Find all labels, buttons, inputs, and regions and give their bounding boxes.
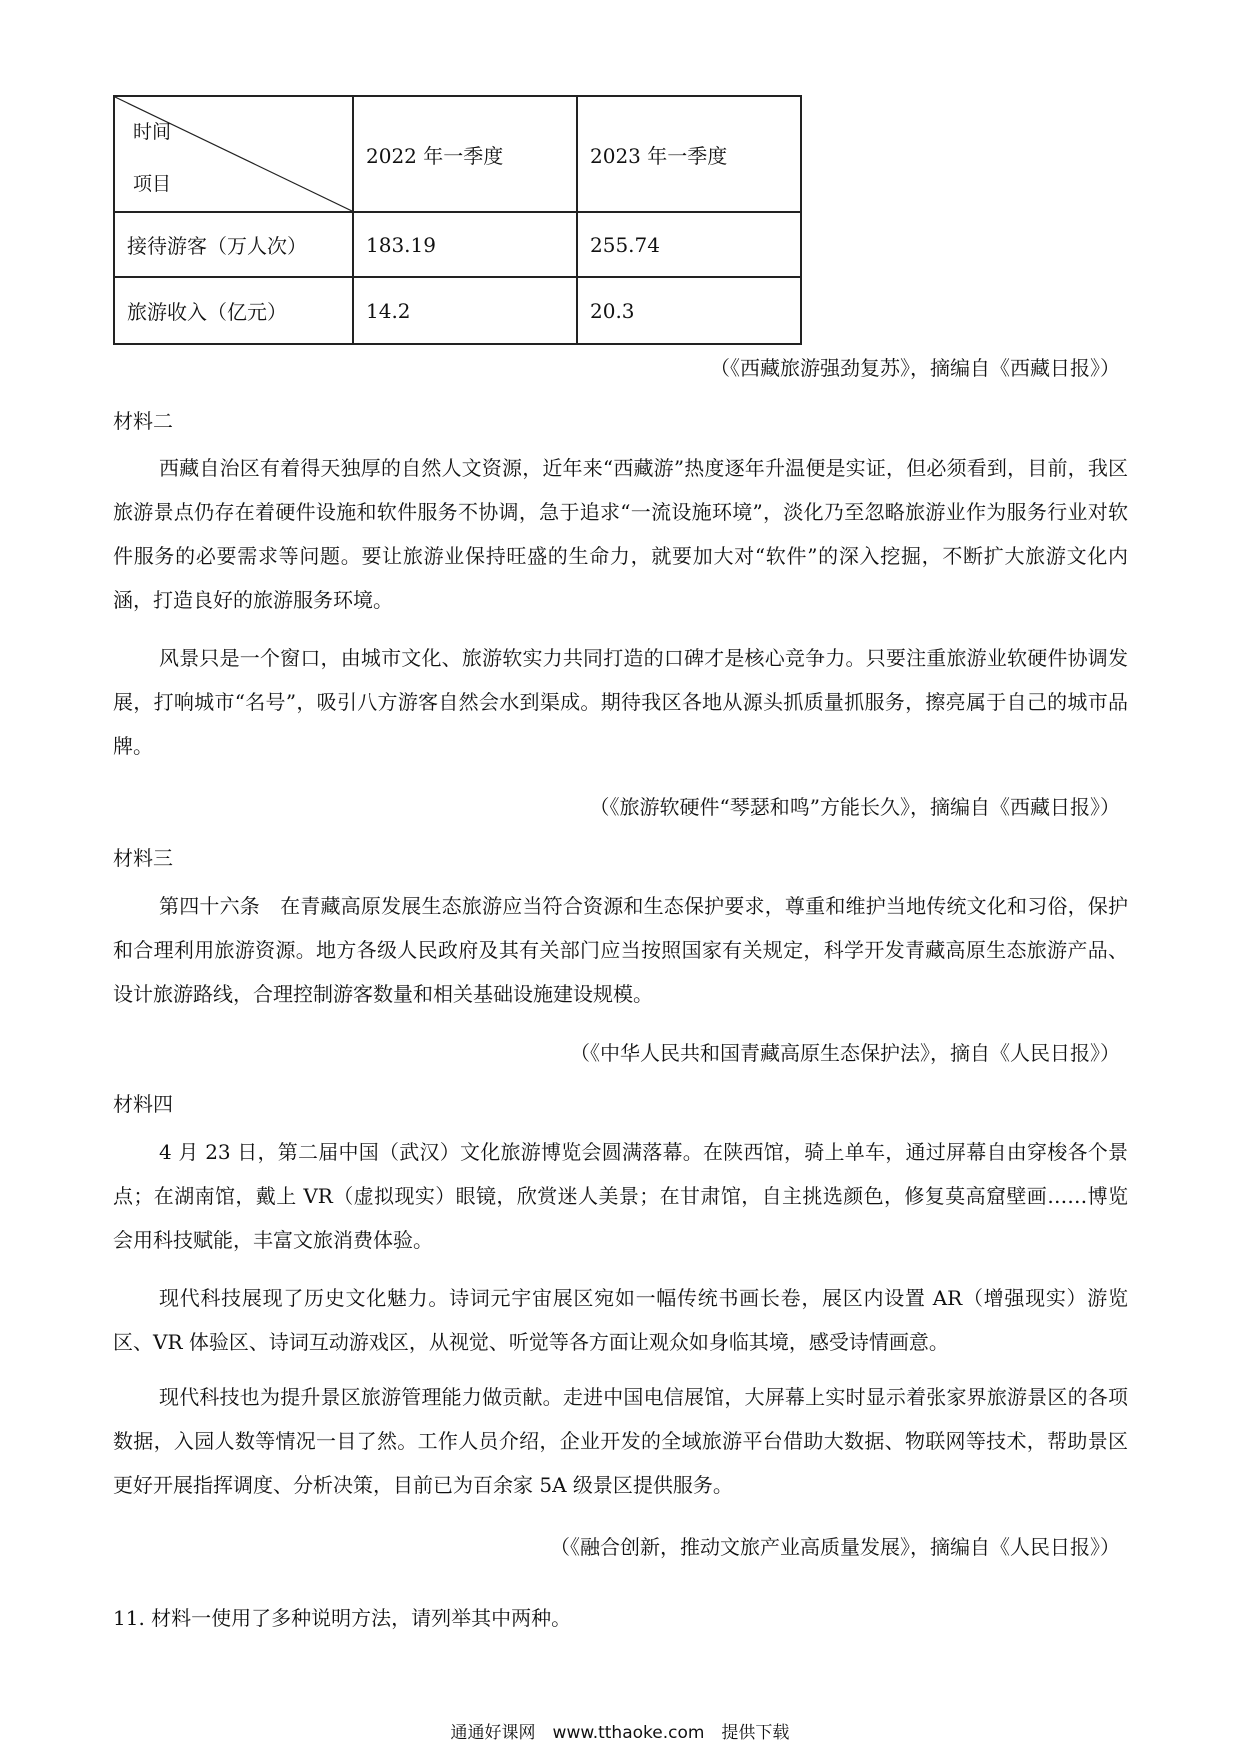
- table-header-row: [114, 96, 801, 212]
- source-citation-4: （《融合创新，推动文旅产业高质量发展》，摘编自《人民日报》）: [550, 1535, 1120, 1559]
- row-value-2023: 255.74: [577, 212, 801, 277]
- material-4-heading: 材料四: [113, 1092, 173, 1116]
- question-11: 11. 材料一使用了多种说明方法，请列举其中两种。: [113, 1606, 572, 1630]
- source-citation-3: （《中华人民共和国青藏高原生态保护法》，摘自《人民日报》）: [570, 1041, 1120, 1065]
- diagonal-header-cell: [114, 96, 353, 212]
- header-col-2022: 2022 年一季度: [353, 96, 577, 212]
- row-label: 旅游收入（亿元）: [114, 277, 353, 344]
- material-4-paragraph-1: 4 月 23 日，第二届中国（武汉）文化旅游博览会圆满落幕。在陕西馆，骑上单车，通过屏幕自由穿梭各个景点；在湖南馆，戴上 VR（虚拟现实）眼镜，欣赏迷人美景；在甘肃馆，自主挑选颜色，修复莫高窟壁画……博览会用科技赋能，丰富文旅消费体验。: [113, 1140, 1128, 1252]
- material-4-paragraph-3: 现代科技也为提升景区旅游管理能力做贡献。走进中国电信展馆，大屏幕上实时显示着张家界旅游景区的各项数据，入园人数等情况一目了然。工作人员介绍，企业开发的全域旅游平台借助大数据、物联网等技术，帮助景区更好开展指挥调度、分析决策，目前已为百余家 5A 级景区提供服务。: [113, 1385, 1128, 1497]
- source-citation-1: （《西藏旅游强劲复苏》，摘编自《西藏日报》）: [710, 356, 1120, 380]
- tourism-data-table: [113, 95, 802, 345]
- header-item-label: 项目: [133, 173, 172, 195]
- material-3-heading: 材料三: [113, 846, 173, 870]
- material-2-heading: 材料二: [113, 409, 173, 433]
- header-col-2023: 2023 年一季度: [577, 96, 801, 212]
- table-row: [114, 212, 801, 277]
- material-2-paragraph-1: 西藏自治区有着得天独厚的自然人文资源，近年来“西藏游”热度逐年升温便是实证，但必须看到，目前，我区旅游景点仍存在着硬件设施和软件服务不协调，急于追求“一流设施环境”，淡化乃至忽略旅游业作为服务行业对软件服务的必要需求等问题。要让旅游业保持旺盛的生命力，就要加大对“软件”的深入挖掘，不断扩大旅游文化内涵，打造良好的旅游服务环境。: [113, 456, 1128, 612]
- row-value-2022: 14.2: [353, 277, 577, 344]
- material-4-paragraph-2: 现代科技展现了历史文化魅力。诗词元宇宙展区宛如一幅传统书画长卷，展区内设置 AR（增强现实）游览区、VR 体验区、诗词互动游戏区，从视觉、听觉等各方面让观众如身临其境，感受诗情画意。: [113, 1286, 1128, 1354]
- header-time-label: 时间: [133, 121, 172, 143]
- table-row: [114, 277, 801, 344]
- source-citation-2: （《旅游软硬件“琴瑟和鸣”方能长久》，摘编自《西藏日报》）: [589, 795, 1120, 819]
- row-value-2022: 183.19: [353, 212, 577, 277]
- material-3-paragraph-1: 第四十六条 在青藏高原发展生态旅游应当符合资源和生态保护要求，尊重和维护当地传统文化和习俗，保护和合理利用旅游资源。地方各级人民政府及其有关部门应当按照国家有关规定，科学开发青藏高原生态旅游产品、设计旅游路线，合理控制游客数量和相关基础设施建设规模。: [113, 894, 1128, 1006]
- material-2-paragraph-2: 风景只是一个窗口，由城市文化、旅游软实力共同打造的口碑才是核心竞争力。只要注重旅游业软硬件协调发展，打响城市“名号”，吸引八方游客自然会水到渠成。期待我区各地从源头抓质量抓服务，擦亮属于自己的城市品牌。: [113, 646, 1128, 758]
- row-label: 接待游客（万人次）: [114, 212, 353, 277]
- row-value-2023: 20.3: [577, 277, 801, 344]
- page-footer: 通通好课网 www.tthaoke.com 提供下载: [450, 1723, 790, 1743]
